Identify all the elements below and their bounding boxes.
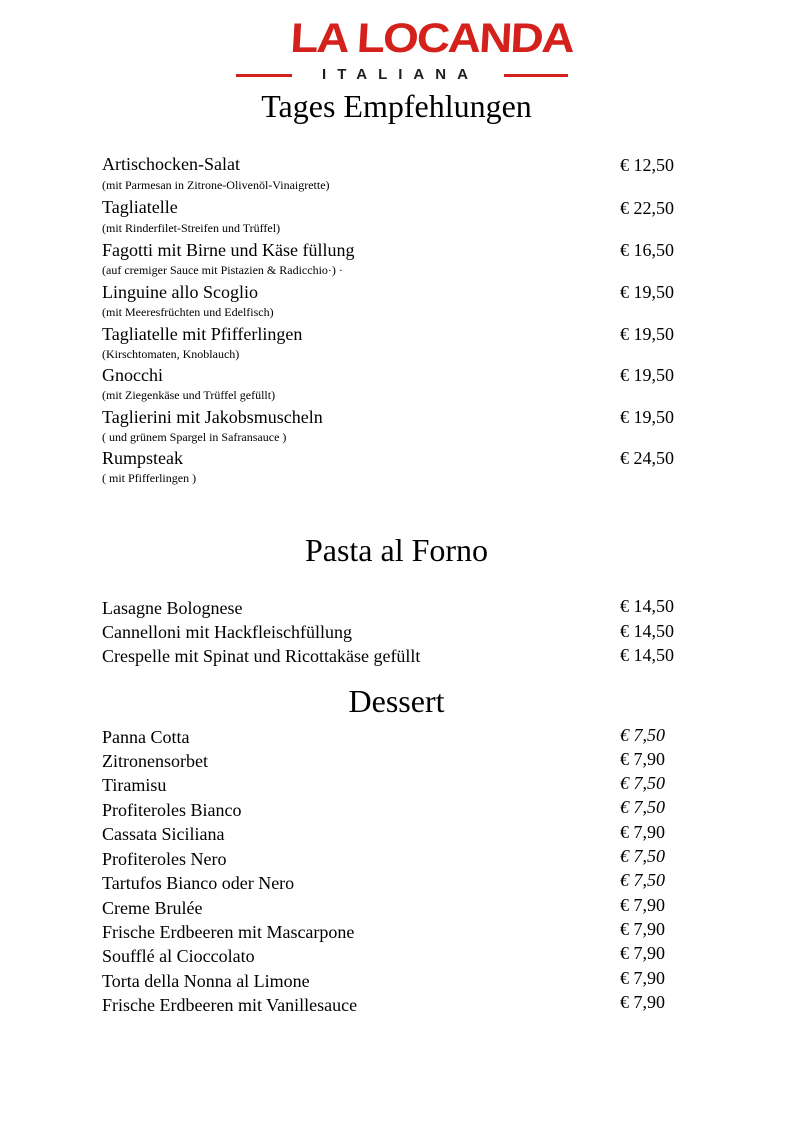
menu-item-price: € 12,50 — [620, 155, 674, 175]
menu-item-price: € 7,50 — [620, 870, 665, 890]
logo-line-right — [504, 74, 568, 77]
logo-brand-text: LA LOCANDA — [289, 14, 575, 61]
restaurant-logo — [232, 14, 575, 86]
menu-item-price: € 19,50 — [620, 365, 674, 385]
menu-item-name: Torta della Nonna al Limone — [102, 971, 310, 991]
menu-item-price: € 7,90 — [620, 895, 665, 915]
menu-item-price: € 7,90 — [620, 749, 665, 769]
menu-item-price: € 19,50 — [620, 407, 674, 427]
menu-item-price: € 7,90 — [620, 822, 665, 842]
menu-item-desc: (mit Meeresfrüchten und Edelfisch) — [102, 305, 274, 319]
menu-item-price: € 7,50 — [620, 725, 665, 745]
menu-item-name: Profiteroles Nero — [102, 849, 227, 869]
menu-item-desc: (auf cremiger Sauce mit Pistazien & Radicchio·) · — [102, 263, 343, 277]
menu-item-price: € 19,50 — [620, 282, 674, 302]
section-title-tages: Tages Empfehlungen — [261, 88, 532, 124]
menu-item-name: Creme Brulée — [102, 898, 203, 918]
menu-item-price: € 16,50 — [620, 240, 674, 260]
menu-item-name: Cannelloni mit Hackfleischfüllung — [102, 622, 352, 642]
menu-item-name: Rumpsteak — [102, 448, 183, 468]
menu-item-name: Tagliatelle mit Pfifferlingen — [102, 324, 303, 344]
menu-item-price: € 19,50 — [620, 324, 674, 344]
menu-item-desc: (mit Rinderfilet-Streifen und Trüffel) — [102, 221, 281, 235]
menu-item-price: € 22,50 — [620, 198, 674, 218]
menu-item-desc: (mit Ziegenkäse und Trüffel gefüllt) — [102, 388, 276, 402]
menu-item-name: Frische Erdbeeren mit Mascarpone — [102, 922, 355, 942]
menu-item-name: Fagotti mit Birne und Käse füllung — [102, 240, 355, 260]
menu-item-name: Panna Cotta — [102, 727, 190, 747]
menu-item-price: € 14,50 — [620, 596, 674, 616]
menu-item-name: Taglierini mit Jakobsmuscheln — [102, 407, 323, 427]
menu-item-name: Frische Erdbeeren mit Vanillesauce — [102, 995, 358, 1015]
section-title-pasta: Pasta al Forno — [304, 532, 489, 568]
section-title-dessert: Dessert — [348, 683, 445, 719]
menu-item-price: € 7,90 — [620, 919, 665, 939]
menu-item-desc: (Kirschtomaten, Knoblauch) — [102, 347, 240, 361]
menu-item-name: Zitronensorbet — [102, 751, 208, 771]
menu-item-name: Crespelle mit Spinat und Ricottakäse gefüllt — [102, 646, 421, 666]
menu-item-name: Cassata Siciliana — [102, 824, 225, 844]
menu-item-name: Linguine allo Scoglio — [102, 282, 258, 302]
menu-item-price: € 7,50 — [620, 797, 665, 817]
menu-item-price: € 7,90 — [620, 943, 665, 963]
menu-item-price: € 7,90 — [620, 992, 665, 1012]
menu-item-price: € 7,90 — [620, 968, 665, 988]
menu-item-name: Tiramisu — [102, 775, 167, 795]
menu-item-name: Gnocchi — [102, 365, 163, 385]
menu-item-price: € 7,50 — [620, 773, 665, 793]
menu-item-desc: ( und grünem Spargel in Safransauce ) — [102, 430, 287, 444]
menu-item-desc: (mit Parmesan in Zitrone-Olivenöl-Vinaigrette) — [102, 178, 330, 192]
menu-item-price: € 7,50 — [620, 846, 665, 866]
menu-item-name: Artischocken-Salat — [102, 154, 240, 174]
menu-item-name: Tagliatelle — [102, 197, 178, 217]
logo-line-left — [236, 74, 292, 77]
menu-item-name: Tartufos Bianco oder Nero — [102, 873, 295, 893]
menu-item-name: Soufflé al Cioccolato — [102, 946, 255, 966]
logo-subtitle: ITALIANA — [322, 66, 479, 83]
menu-item-price: € 24,50 — [620, 448, 674, 468]
menu-item-desc: ( mit Pfifferlingen ) — [102, 471, 197, 485]
menu-item-name: Profiteroles Bianco — [102, 800, 242, 820]
menu-item-price: € 14,50 — [620, 645, 674, 665]
menu-item-name: Lasagne Bolognese — [102, 598, 243, 618]
menu-item-price: € 14,50 — [620, 621, 674, 641]
